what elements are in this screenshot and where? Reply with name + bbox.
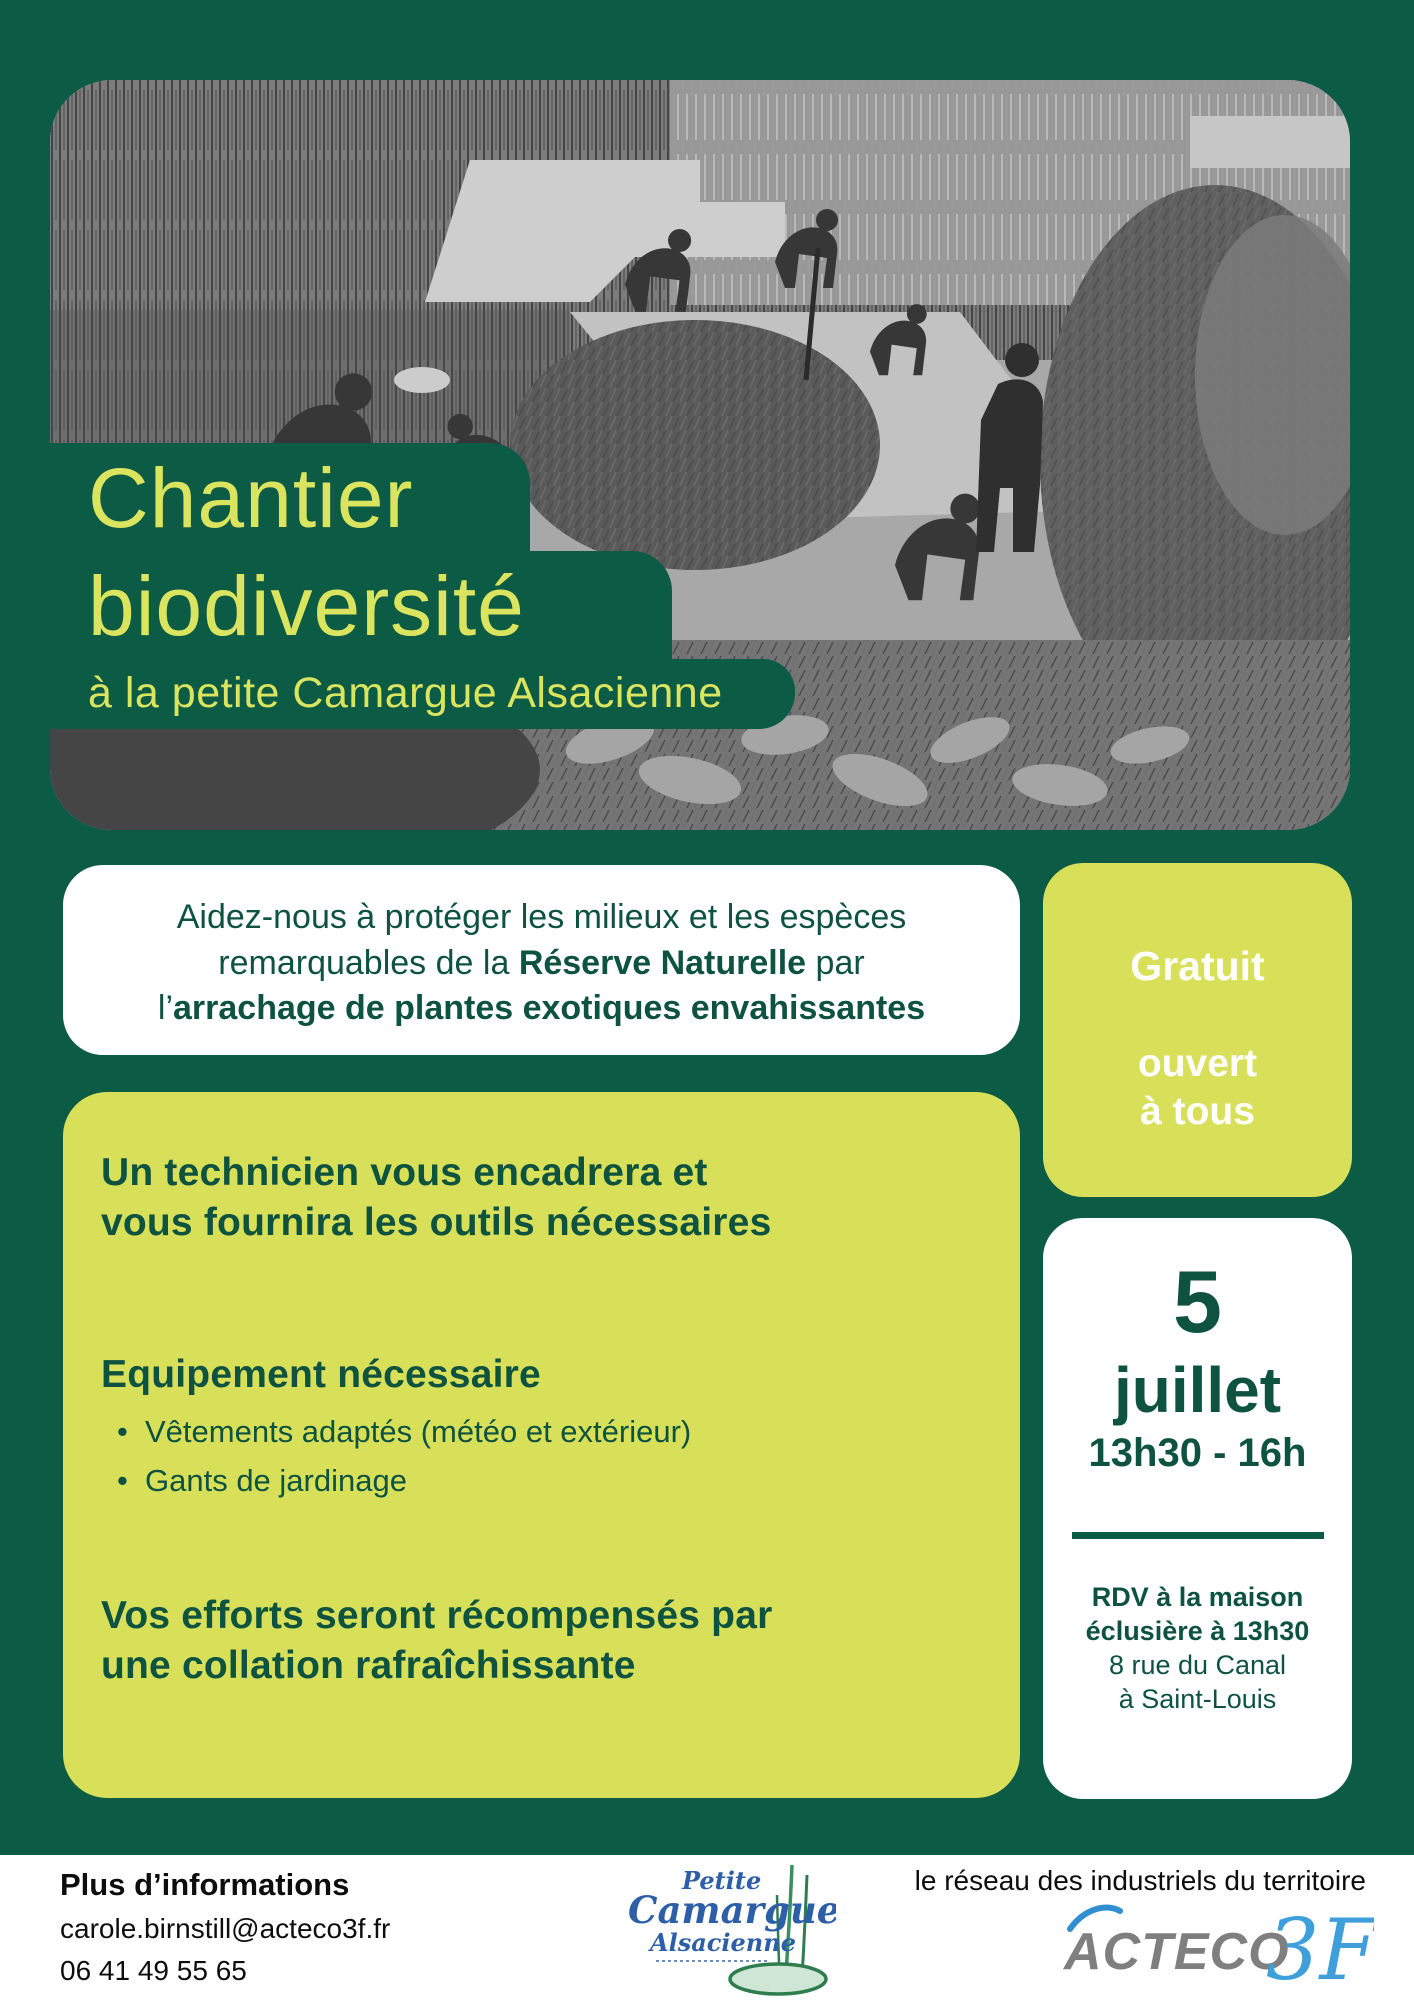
- badge-gratuit: Gratuit: [1130, 943, 1265, 989]
- list-item: • Vêtements adaptés (météo et extérieur): [103, 1408, 984, 1457]
- title-block-1: [0, 443, 530, 551]
- list-item: • Gants de jardinage: [103, 1457, 984, 1506]
- reward-text: Vos efforts seront récompensés par une collation rafraîchissante: [101, 1594, 773, 1687]
- photo-hat: [394, 367, 450, 393]
- supervision-text: Un technicien vous encadrera et vous fournira les outils nécessaires: [101, 1151, 772, 1244]
- acteco3f-logo: [1054, 1895, 1374, 2000]
- pca-logo-graphic: [606, 1859, 836, 1997]
- divider: [1072, 1532, 1324, 1539]
- event-date-box: [1043, 1218, 1352, 1799]
- contact-email: carole.birnstill@acteco3f.fr: [60, 1913, 391, 1944]
- intro-box: [63, 865, 1020, 1055]
- rdv-line1: RDV à la maison: [1091, 1582, 1304, 1613]
- acteco-logo-text: ACTECO: [1064, 1923, 1290, 1981]
- equipment-title: Equipement nécessaire: [101, 1353, 541, 1397]
- intro-line3: l’arrachage de plantes exotiques envahissantes: [157, 989, 926, 1028]
- contact-phone: 06 41 49 55 65: [60, 1955, 247, 1986]
- rdv-line2: éclusière à 13h30: [1085, 1616, 1310, 1647]
- event-month: juillet: [1113, 1354, 1282, 1426]
- equipment-list: [103, 1408, 984, 1506]
- details-box: [63, 1092, 1020, 1798]
- address-line2: à Saint-Louis: [1118, 1683, 1277, 1714]
- petite-camargue-alsacienne-logo: [606, 1859, 836, 2000]
- address-line1: 8 rue du Canal: [1108, 1649, 1287, 1680]
- badge-ouvert: ouvert: [1137, 1042, 1258, 1085]
- contact-title: Plus d’informations: [60, 1867, 350, 1902]
- network-tagline: le réseau des industriels du territoire: [914, 1865, 1366, 1896]
- free-open-badge: [1043, 863, 1352, 1197]
- event-time: 13h30 - 16h: [1088, 1431, 1307, 1476]
- contact-block: [60, 1867, 390, 1987]
- title-block-3: [0, 659, 795, 729]
- event-day: 5: [1173, 1252, 1222, 1351]
- intro-line2: remarquables de la Réserve Naturelle par: [218, 943, 865, 982]
- pca-logo-text-alsacienne: Alsacienne: [650, 1928, 796, 1957]
- pca-logo-text-camargue: Camargue: [628, 1888, 836, 1932]
- poster-title-line1: Chantier: [88, 451, 414, 545]
- intro-line1: Aidez-nous à protéger les milieux et les espèces: [176, 898, 907, 936]
- badge-a-tous: à tous: [1140, 1090, 1255, 1133]
- acteco3f-logo-graphic: [1054, 1895, 1374, 1995]
- poster-subtitle: à la petite Camargue Alsacienne: [88, 669, 723, 717]
- lilypad-icon: [730, 1964, 826, 1994]
- title-block-2: [0, 551, 672, 659]
- poster-title-line2: biodiversité: [88, 559, 525, 653]
- pca-logo-text-petite: Petite: [682, 1866, 762, 1895]
- acteco-3f-text: 3F: [1266, 1901, 1374, 1995]
- footer: [0, 1855, 1414, 2000]
